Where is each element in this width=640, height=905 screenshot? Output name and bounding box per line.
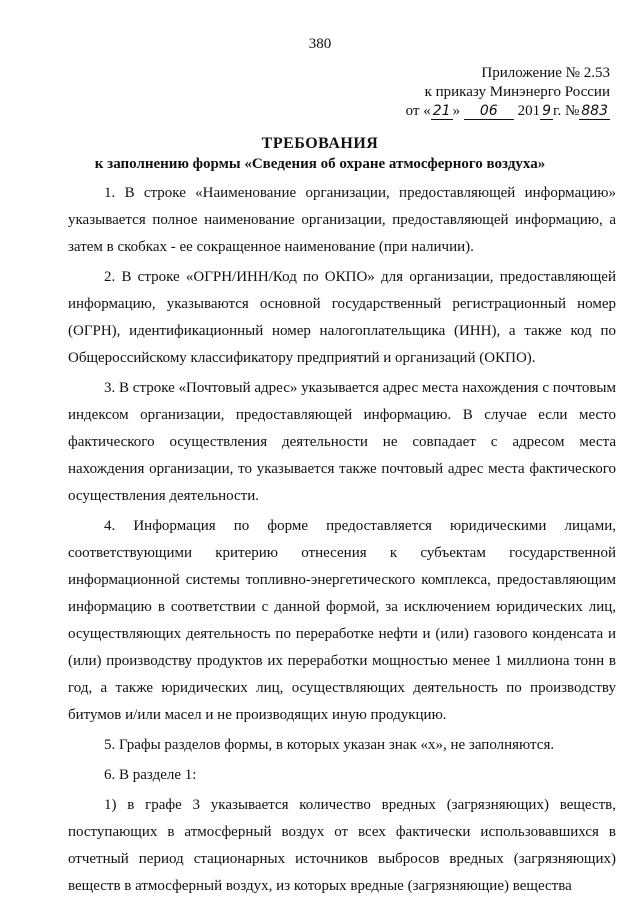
paragraph-3: 3. В строке «Почтовый адрес» указывается адрес места нахождения с почтовым индексом организации, предоставляющей информацию. В случае если место фактического осуществления деятельности не совпадает с адресом места нахождения организации, то указывается также почтовый адрес места фактического осуществления деятельности. [68, 380, 616, 504]
document-heading [0, 134, 640, 174]
page-number: 380 [308, 36, 332, 52]
document-title: ТРЕБОВАНИЯ [261, 135, 379, 152]
appendix-header [400, 64, 610, 121]
paragraph-6: 6. В разделе 1: [104, 767, 197, 783]
handwritten-month: 06 [464, 104, 514, 120]
year-prefix: 201 [517, 103, 541, 119]
appendix-title: Приложение № 2.53 [481, 65, 610, 81]
year-suffix: г. № [552, 103, 580, 119]
document-body [68, 180, 616, 903]
paragraph-5: 5. Графы разделов формы, в которых указан знак «х», не заполняются. [104, 737, 555, 753]
appendix-date-line [400, 102, 610, 121]
document-subtitle: к заполнению формы «Сведения об охране атмосферного воздуха» [94, 156, 546, 172]
paragraph-4: 4. Информация по форме предоставляется юридическими лицами, соответствующими критерию отнесения к субъектам государственной информационной системы топливно-энергетического комплекса, предоставляющим информацию в соответствии с данной формой, за исключением юридических лиц, осуществляющих деятельность по переработке нефти и (или) газового конденсата и (или) производству продуктов их переработки мощностью менее 1 миллиона тонн в год, а также юридических лиц, осуществляющих деятельность по производству битумов и/или масел и не производящих иную продукцию. [68, 518, 616, 723]
date-prefix: от « [405, 103, 431, 119]
handwritten-order-number: 883 [581, 103, 608, 119]
paragraph-6-item-1: 1) в графе 3 указывается количество вредных (загрязняющих) веществ, поступающих в атмосферный воздух от всех фактически использовавшихся в отчетный период стационарных источников выбросов вредных (загрязняющих) веществ в атмосферный воздух, из которых вредные (загрязняющие) вещества [68, 797, 616, 894]
handwritten-year-digit: 9 [542, 103, 551, 119]
date-mid: » [452, 103, 461, 119]
paragraph-2: 2. В строке «ОГРН/ИНН/Код по ОКПО» для организации, предоставляющей информацию, указываются основной государственный регистрационный номер (ОГРН), идентификационный номер налогоплательщика (ИНН), а также код по Общероссийскому классификатору предприятий и организаций (ОКПО). [68, 269, 616, 366]
appendix-order-reference: к приказу Минэнерго России [424, 84, 610, 100]
handwritten-day: 21 [432, 103, 451, 119]
paragraph-1: 1. В строке «Наименование организации, предоставляющей информацию» указывается полное наименование организации, предоставляющей информацию, а затем в скобках - ее сокращенное наименование (при наличии). [68, 185, 616, 255]
